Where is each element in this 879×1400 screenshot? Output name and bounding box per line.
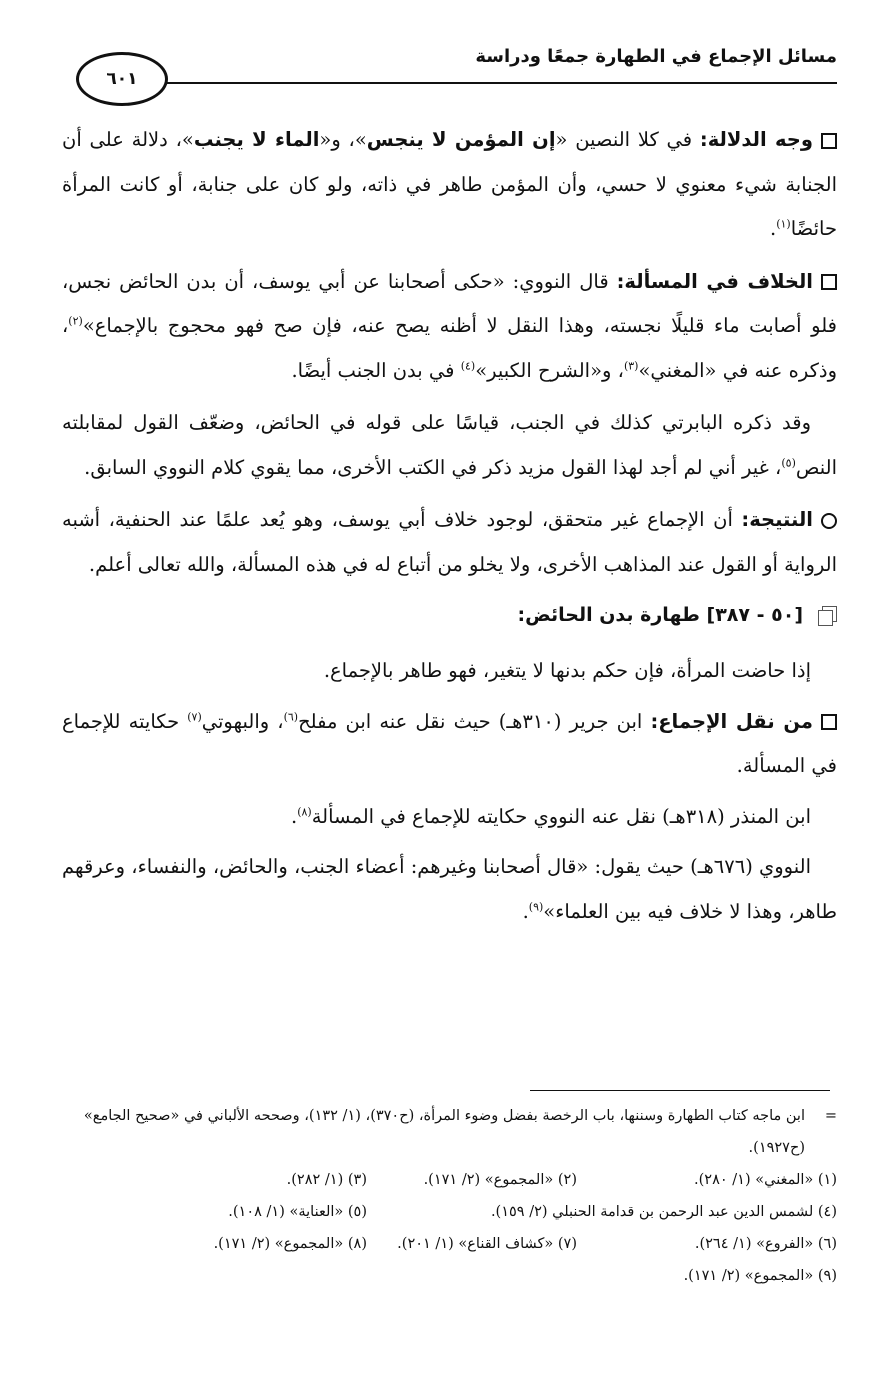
- text: .: [522, 899, 529, 923]
- text: »، و«: [319, 128, 367, 151]
- text: .: [770, 217, 777, 240]
- paragraph-transmitters: [62, 700, 837, 789]
- footnote-8: (٨) «المجموع» (٢/ ١٧١).: [213, 1236, 367, 1252]
- footnote-row: [62, 1228, 837, 1260]
- running-header-title: مسائل الإجماع في الطهارة جمعًا ودراسة: [475, 46, 837, 67]
- text: النووي (٦٧٦هـ) حيث يقول: «قال أصحابنا وغيرهم: أعضاء الجنب، والحائض، والنفساء، وعرقهم طاهر، وهذا لا خلاف فيه بين العلماء»: [62, 855, 837, 923]
- footnote-row: [62, 1196, 837, 1228]
- footnote-row: [62, 1260, 837, 1292]
- footnote-9: (٩) «المجموع» (٢/ ١٧١).: [683, 1268, 837, 1284]
- footnote-ref: (٣): [623, 359, 639, 372]
- footnote-7: (٧) «كشاف القناع» (١/ ٢٠١).: [397, 1236, 577, 1252]
- footnote-ref: (٧): [187, 710, 202, 723]
- text: أن الإجماع غير متحقق، لوجود خلاف أبي يوسف، وهو يُعد علمًا عند الحنفية، أشبه الرواية أو القول عند المذاهب الأخرى، ولا يخلو من أتباع له في هذه المسألة، والله تعالى أعلم.: [62, 508, 837, 576]
- footnote-ref: (١): [776, 217, 791, 231]
- paragraph-nawawi: [62, 845, 837, 934]
- paragraph-evidence: [62, 118, 837, 252]
- footnote-ref: (٨): [297, 805, 312, 818]
- text: ابن جرير (٣١٠هـ) حيث نقل عنه ابن مفلح: [298, 709, 651, 733]
- text: .: [291, 804, 298, 828]
- section-heading-text: [٥٠ - ٣٨٧] طهارة بدن الحائض:: [517, 604, 803, 626]
- quote-bold: الماء لا يجنب: [193, 128, 320, 151]
- lead-result: النتيجة:: [741, 508, 813, 531]
- paragraph-babarti: [62, 401, 837, 490]
- square-bullet-icon: [821, 133, 837, 149]
- text: في كلا النصين «: [555, 128, 700, 151]
- text: حكايته للإجماع في المسألة.: [62, 709, 837, 777]
- footnote-text: ابن ماجه كتاب الطهارة وسننها، باب الرخصة بفضل وضوء المرأة، (ح٣٧٠)، (١/ ١٣٢)، وصححه الألباني في «صحيح الجامع» (ح١٩٢٧).: [83, 1108, 805, 1156]
- footnote-2: (٢) «المجموع» (٢/ ١٧١).: [423, 1172, 577, 1188]
- footnote-1: (١) «المغني» (١/ ٢٨٠).: [694, 1172, 837, 1188]
- text: ، و«الشرح الكبير»: [475, 358, 624, 382]
- text: ، والبهوتي: [201, 709, 284, 733]
- text: قال النووي: «حكى أصحابنا عن أبي يوسف، أن بدن الحائض نجس، فلو أصابت ماء قليلًا نجسته، وهذا النقل لا أظنه يصح عنه، فإن صح فهو محجوج بالإجماع»: [62, 269, 837, 337]
- footnotes: [62, 1100, 837, 1292]
- quote-bold: إن المؤمن لا ينجس: [366, 128, 556, 151]
- square-bullet-icon: [821, 274, 837, 290]
- continuation-mark: =: [824, 1108, 837, 1124]
- paragraph-ruling: [62, 649, 837, 694]
- text: ، وذكره عنه في «المغني»: [62, 314, 837, 382]
- footnote-row: [62, 1164, 837, 1196]
- text: ابن المنذر (٣١٨هـ) نقل عنه النووي حكايته للإجماع في المسألة: [311, 804, 811, 828]
- paragraph-result: [62, 498, 837, 587]
- text: ، غير أني لم أجد لهذا القول مزيد ذكر في الكتب الأخرى، مما يقوي كلام النووي السابق.: [84, 455, 782, 479]
- documents-icon: [815, 606, 837, 626]
- footnote-3: (٣) (١/ ٢٨٢).: [286, 1172, 367, 1188]
- text: إذا حاضت المرأة، فإن حكم بدنها لا يتغير، فهو طاهر بالإجماع.: [323, 659, 811, 682]
- section-heading: [62, 595, 837, 635]
- footnote-6: (٦) «الفروع» (١/ ٢٦٤).: [694, 1236, 837, 1252]
- footnote-ref: (٩): [528, 900, 544, 913]
- square-bullet-icon: [821, 714, 837, 730]
- circle-bullet-icon: [821, 513, 837, 529]
- paragraph-ibn-mundhir: [62, 795, 837, 840]
- page-number: ٦٠١: [106, 69, 138, 89]
- paragraph-disagreement: [62, 260, 837, 394]
- footnote-ref: (٥): [781, 456, 796, 469]
- footnote-ref: (٢): [68, 314, 83, 328]
- lead-evidence: وجه الدلالة:: [699, 128, 813, 151]
- text: في بدن الجنب أيضًا.: [291, 358, 461, 382]
- footnote-5: (٥) «العناية» (١/ ١٠٨).: [228, 1204, 367, 1220]
- text: »، دلالة على أن الجنابة شيء معنوي لا حسي، وأن المؤمن طاهر في ذاته، ولو كان على جنابة، أو كانت المرأة حائضًا: [62, 128, 837, 240]
- lead-transmitters: من نقل الإجماع:: [650, 709, 813, 733]
- header-rule: [100, 82, 837, 84]
- main-text: [62, 118, 837, 940]
- footnote-separator: [530, 1090, 830, 1091]
- footnote-ref: (٦): [283, 710, 299, 723]
- footnote-continuation: [62, 1100, 837, 1164]
- lead-disagreement: الخلاف في المسألة:: [616, 269, 813, 293]
- footnote-4: (٤) لشمس الدين عبد الرحمن بن قدامة الحنبلي (٢/ ١٥٩).: [490, 1204, 837, 1220]
- page-number-oval: [76, 52, 168, 106]
- footnote-ref: (٤): [460, 359, 476, 372]
- text: وقد ذكره البابرتي كذلك في الجنب، قياسًا على قوله في الحائض، وضعّف القول لمقابلته النص: [62, 411, 837, 479]
